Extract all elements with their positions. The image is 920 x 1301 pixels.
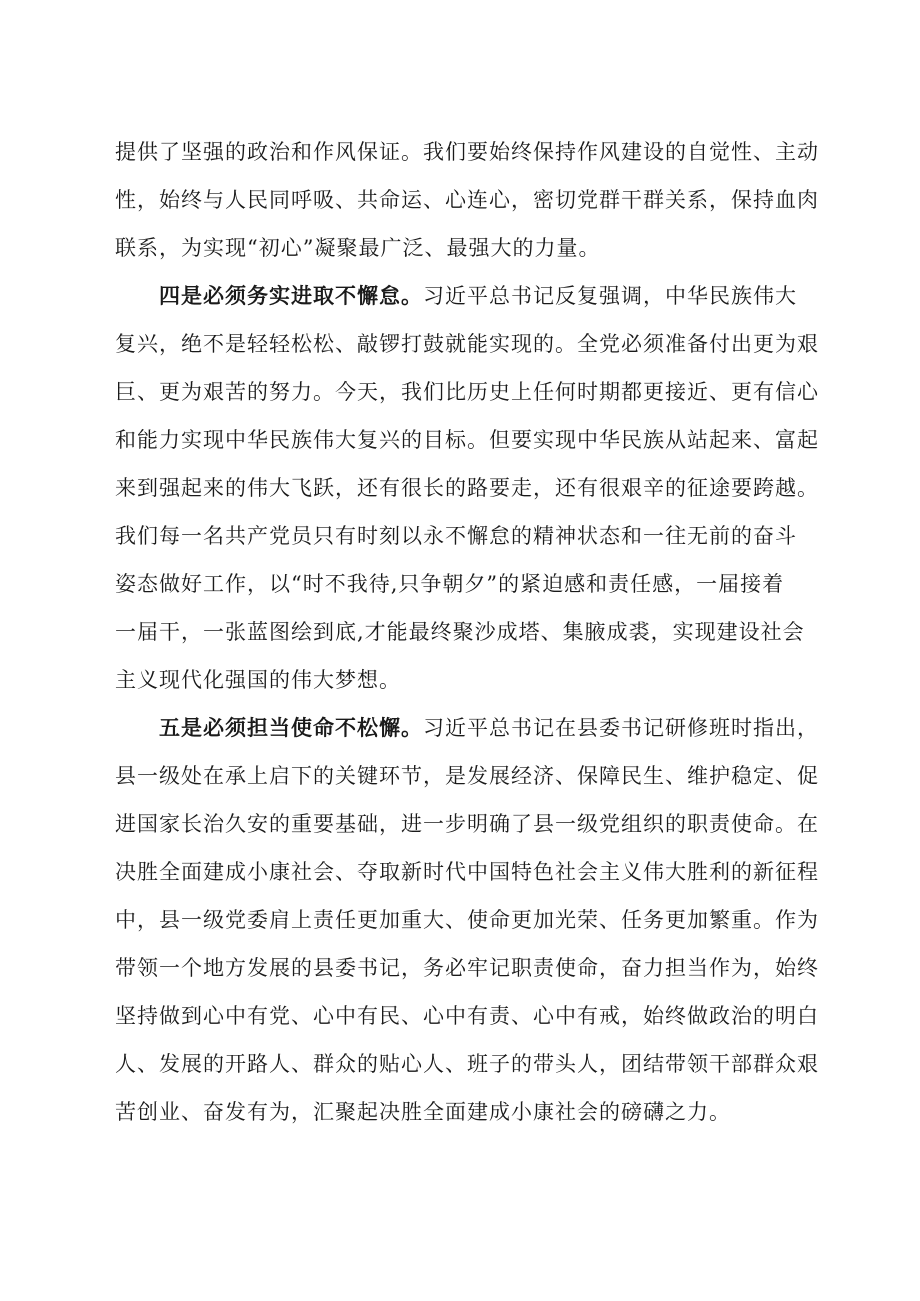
paragraph-four xyxy=(115,272,819,704)
paragraph-line: 县一级处在承上启下的关键环节，是发展经济、保障民生、维护稳定、促 xyxy=(115,764,819,788)
paragraph-line-text: 习近平总书记反复强调，中华民族伟大 xyxy=(423,284,797,308)
paragraph-line: 主义现代化强国的伟大梦想。 xyxy=(115,668,401,692)
paragraph-heading: 五是必须担当使命不松懈。 xyxy=(159,715,423,740)
paragraph-line: 坚持做到心中有党、心中有民、心中有责、心中有戒，始终做政治的明白 xyxy=(115,1004,819,1028)
paragraph-line: 巨、更为艰苦的努力。今天，我们比历史上任何时期都更接近、更有信心 xyxy=(115,380,819,404)
paragraph-line: 和能力实现中华民族伟大复兴的目标。但要实现中华民族从站起来、富起 xyxy=(115,428,819,452)
paragraph-five xyxy=(115,704,819,1136)
paragraph-line: 提供了坚强的政治和作风保证。我们要始终保持作风建设的自觉性、主动 xyxy=(115,140,819,164)
paragraph-first-line xyxy=(115,272,805,320)
paragraph-line: 人、发展的开路人、群众的贴心人、班子的带头人，团结带领干部群众艰 xyxy=(115,1052,819,1076)
paragraph-line-text: 习近平总书记在县委书记研修班时指出， xyxy=(423,716,819,740)
paragraph-continuation xyxy=(115,128,819,272)
paragraph-line: 带领一个地方发展的县委书记，务必牢记职责使命，奋力担当作为，始终 xyxy=(115,956,819,980)
paragraph-heading: 四是必须务实进取不懈怠。 xyxy=(159,283,423,308)
document-body xyxy=(115,128,819,1136)
paragraph-first-line xyxy=(115,704,819,752)
paragraph-line: 联系，为实现“初心”凝聚最广泛、最强大的力量。 xyxy=(115,236,601,260)
paragraph-line: 姿态做好工作，以“时不我待,只争朝夕”的紧迫感和责任感，一届接着 xyxy=(115,572,785,596)
paragraph-line: 我们每一名共产党员只有时刻以永不懈怠的精神状态和一往无前的奋斗 xyxy=(115,524,797,548)
paragraph-line: 中，县一级党委肩上责任更加重大、使命更加光荣、任务更加繁重。作为 xyxy=(115,908,819,932)
paragraph-line: 苦创业、奋发有为，汇聚起决胜全面建成小康社会的磅礴之力。 xyxy=(115,1100,731,1124)
paragraph-line: 进国家长治久安的重要基础，进一步明确了县一级党组织的职责使命。在 xyxy=(115,812,819,836)
paragraph-line: 复兴，绝不是轻轻松松、敲锣打鼓就能实现的。全党必须准备付出更为艰 xyxy=(115,332,819,356)
paragraph-line: 一届干，一张蓝图绘到底,才能最终聚沙成塔、集腋成裘，实现建设社会 xyxy=(115,620,805,644)
paragraph-line: 性，始终与人民同呼吸、共命运、心连心，密切党群干群关系，保持血肉 xyxy=(115,188,819,212)
paragraph-line: 决胜全面建成小康社会、夺取新时代中国特色社会主义伟大胜利的新征程 xyxy=(115,860,819,884)
paragraph-line: 来到强起来的伟大飞跃，还有很长的路要走，还有很艰辛的征途要跨越。 xyxy=(115,476,819,500)
